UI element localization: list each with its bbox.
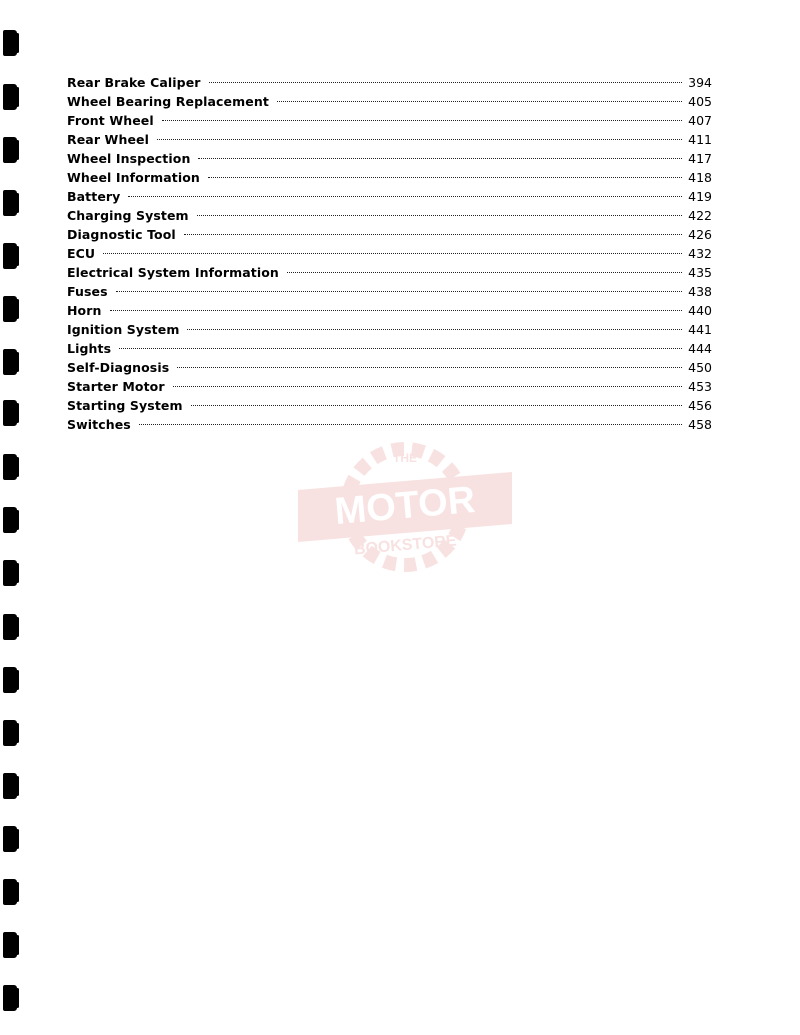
toc-dot-leader [173,386,682,387]
binder-tab-mark [3,349,17,375]
toc-entry-title: Charging System [67,208,189,223]
toc-entry-title: Starting System [67,398,183,413]
toc-entry-page-number: 426 [688,227,712,242]
toc-entry[interactable] [67,92,712,111]
toc-entry-page-number: 432 [688,246,712,261]
binder-tab-mark [3,507,17,533]
binder-tab-mark [3,667,17,693]
toc-entry-page-number: 441 [688,322,712,337]
toc-dot-leader [197,215,682,216]
toc-entry-title: Ignition System [67,322,180,337]
toc-entry-page-number: 456 [688,398,712,413]
toc-entry-title: Starter Motor [67,379,165,394]
toc-entry-title: Rear Brake Caliper [67,75,201,90]
toc-entry[interactable] [67,168,712,187]
toc-entry-title: ECU [67,246,96,261]
watermark-line1: THE [393,451,417,465]
toc-entry-title: Rear Wheel [67,132,149,147]
toc-dot-leader [198,158,682,159]
toc-entry[interactable] [67,320,712,339]
toc-entry[interactable] [67,225,712,244]
toc-entry-title: Lights [67,341,112,356]
binder-tab-mark [3,84,17,110]
binder-tab-mark [3,773,17,799]
toc-dot-leader [184,234,682,235]
toc-dot-leader [157,139,682,140]
toc-dot-leader [128,196,682,197]
toc-entry-page-number: 405 [688,94,712,109]
toc-entry-title: Electrical System Information [67,265,279,280]
toc-entry[interactable] [67,377,712,396]
toc-entry-title: Battery [67,189,121,204]
toc-entry-page-number: 444 [688,341,712,356]
binder-tab-mark [3,932,17,958]
toc-entry-page-number: 450 [688,360,712,375]
toc-dot-leader [162,120,682,121]
binder-tab-mark [3,560,17,586]
binder-tab-mark [3,137,17,163]
binder-tab-mark [3,985,17,1011]
toc-entry-title: Wheel Inspection [67,151,191,166]
binder-tab-mark [3,400,17,426]
binder-tab-mark [3,826,17,852]
toc-dot-leader [177,367,682,368]
toc-entry[interactable] [67,130,712,149]
toc-entry-page-number: 407 [688,113,712,128]
toc-dot-leader [277,101,682,102]
toc-entry[interactable] [67,111,712,130]
toc-dot-leader [208,177,682,178]
toc-entry[interactable] [67,339,712,358]
toc-entry-page-number: 417 [688,151,712,166]
toc-entry-title: Fuses [67,284,108,299]
toc-entry[interactable] [67,358,712,377]
toc-entry[interactable] [67,282,712,301]
toc-dot-leader [110,310,682,311]
watermark-logo [290,432,520,582]
toc-entry[interactable] [67,149,712,168]
toc-entry[interactable] [67,73,712,92]
toc-entry-page-number: 418 [688,170,712,185]
watermark-line3: BOOKSTORE [353,532,458,559]
binder-tab-mark [3,879,17,905]
toc-entry[interactable] [67,263,712,282]
toc-entry-title: Switches [67,417,131,432]
toc-dot-leader [287,272,682,273]
toc-entry-title: Diagnostic Tool [67,227,176,242]
toc-entry-title: Wheel Information [67,170,200,185]
binder-tab-mark [3,296,17,322]
toc-entry-page-number: 419 [688,189,712,204]
toc-entry[interactable] [67,396,712,415]
toc-dot-leader [191,405,682,406]
toc-entry[interactable] [67,301,712,320]
toc-entry-page-number: 394 [688,75,712,90]
toc-dot-leader [103,253,682,254]
toc-dot-leader [209,82,682,83]
toc-entry[interactable] [67,206,712,225]
toc-entry-page-number: 422 [688,208,712,223]
toc-dot-leader [187,329,682,330]
binder-tab-mark [3,243,17,269]
toc-entry-page-number: 438 [688,284,712,299]
toc-entry-page-number: 458 [688,417,712,432]
toc-entry[interactable] [67,244,712,263]
toc-entry[interactable] [67,187,712,206]
binder-tab-mark [3,720,17,746]
binder-tab-column [0,0,24,1035]
toc-dot-leader [119,348,682,349]
binder-tab-mark [3,30,17,56]
toc-entry-page-number: 440 [688,303,712,318]
toc-entry-title: Wheel Bearing Replacement [67,94,269,109]
toc-entry-title: Horn [67,303,102,318]
toc-entry-title: Self-Diagnosis [67,360,170,375]
toc-dot-leader [116,291,682,292]
binder-tab-mark [3,614,17,640]
table-of-contents [67,73,712,434]
toc-entry-title: Front Wheel [67,113,154,128]
binder-tab-mark [3,190,17,216]
toc-entry[interactable] [67,415,712,434]
watermark-line2: MOTOR [332,478,477,534]
toc-entry-page-number: 453 [688,379,712,394]
toc-entry-page-number: 435 [688,265,712,280]
binder-tab-mark [3,454,17,480]
toc-dot-leader [139,424,682,425]
toc-entry-page-number: 411 [688,132,712,147]
